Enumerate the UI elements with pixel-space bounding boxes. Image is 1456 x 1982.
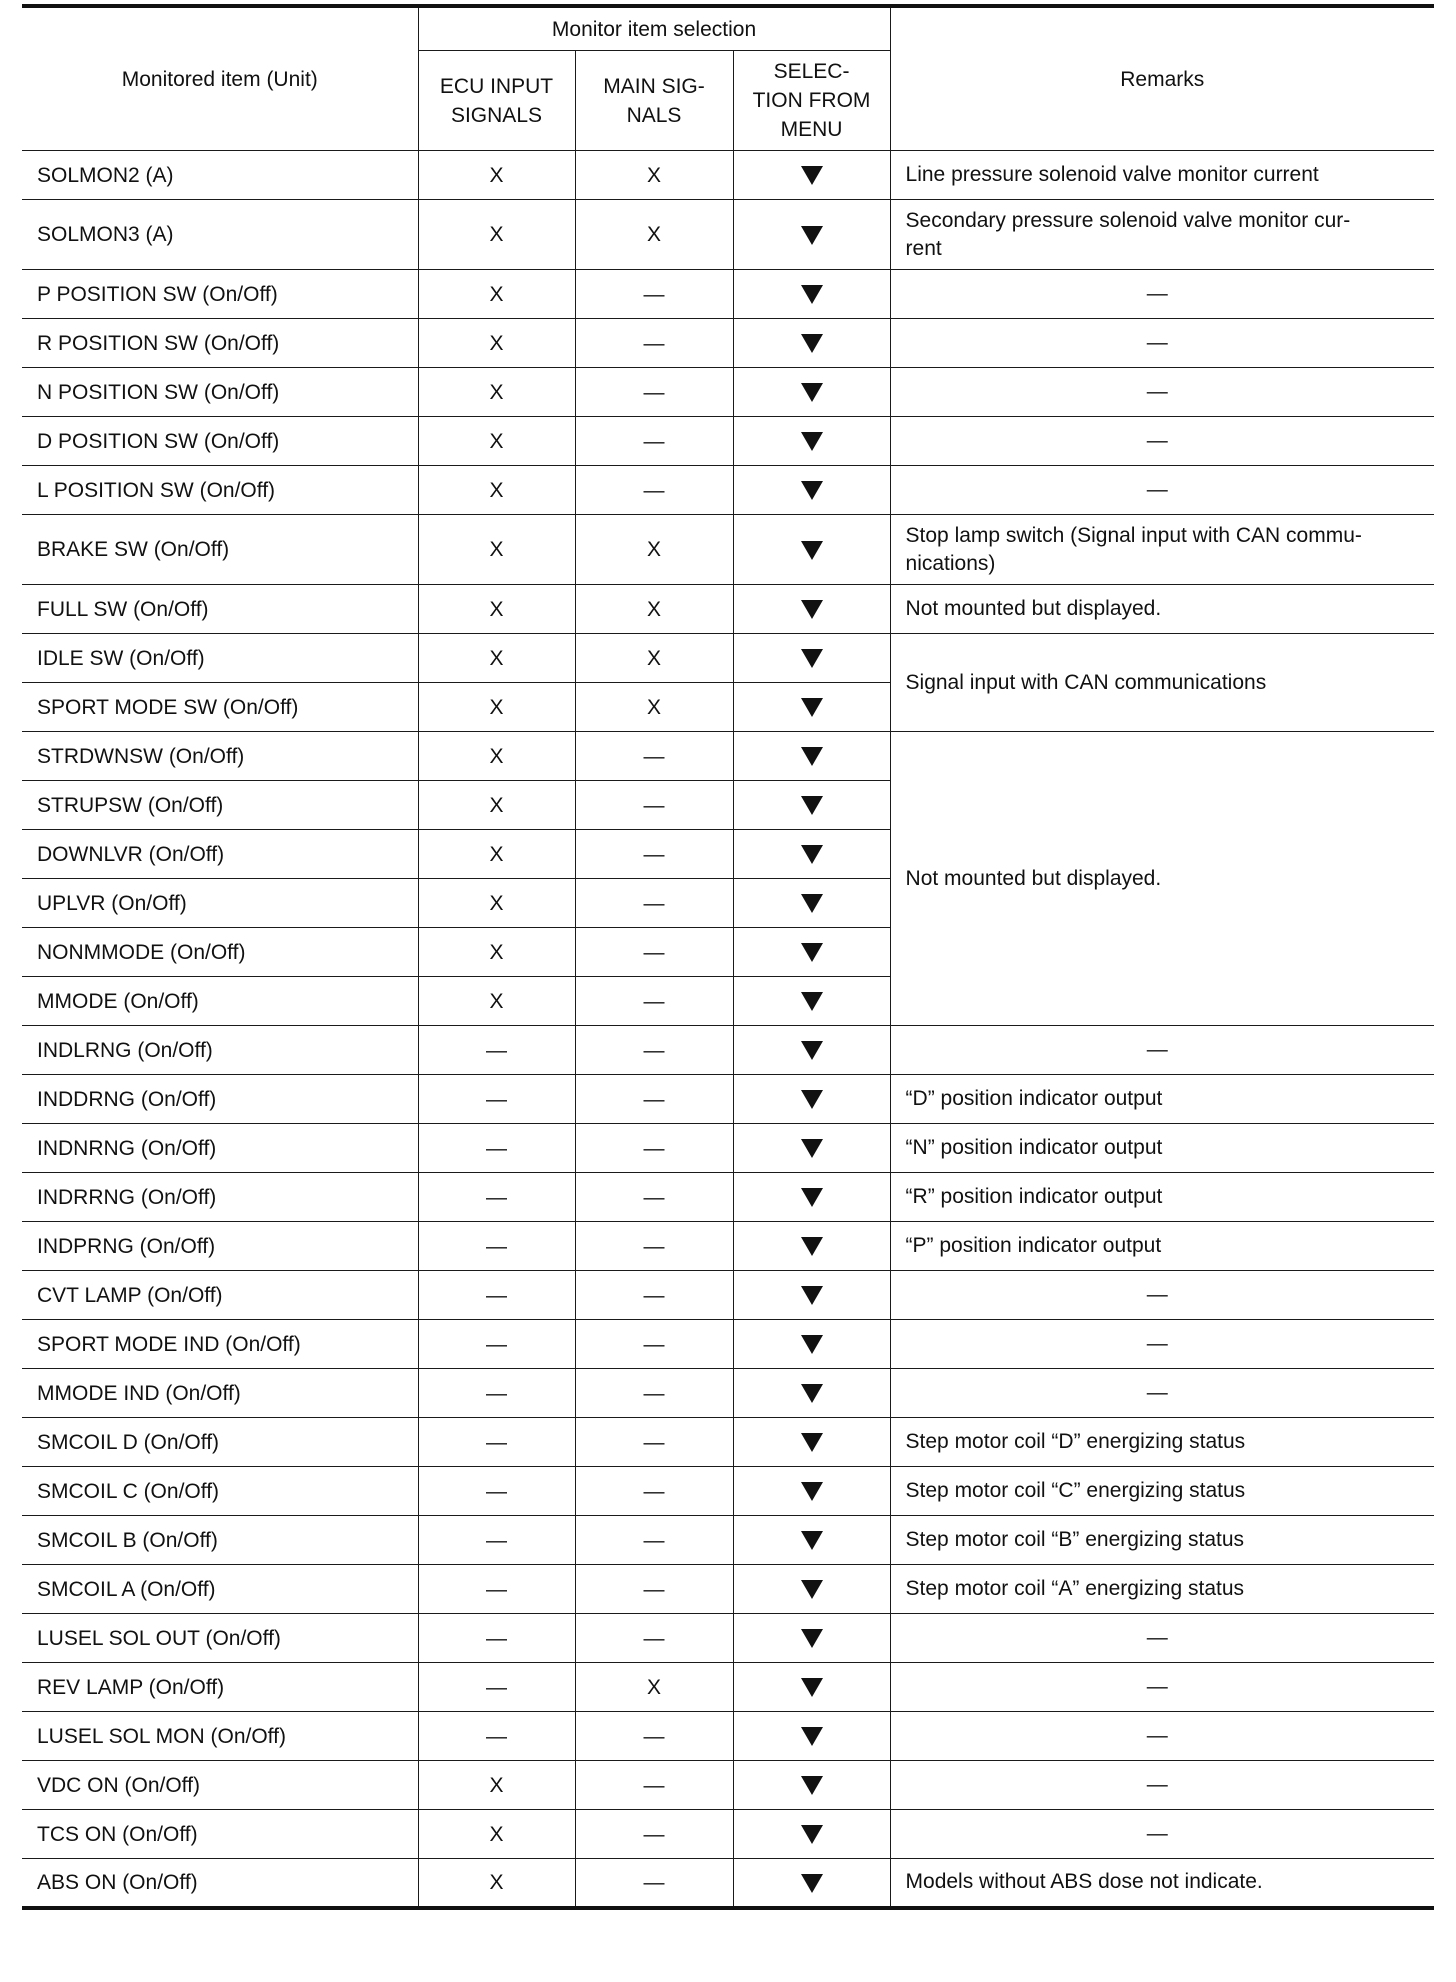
ecu-input-signals-cell: X (418, 200, 575, 270)
main-signals-cell: — (575, 977, 733, 1026)
header-remarks: Remarks (890, 6, 1434, 151)
selection-from-menu-cell (733, 1222, 890, 1271)
down-triangle-icon (801, 649, 823, 668)
monitored-item-cell: UPLVR (On/Off) (22, 879, 418, 928)
table-row (22, 1565, 1434, 1614)
main-signals-cell: X (575, 200, 733, 270)
monitored-item-cell: SPORT MODE SW (On/Off) (22, 683, 418, 732)
monitored-item-cell: IDLE SW (On/Off) (22, 634, 418, 683)
main-signals-cell: — (575, 1173, 733, 1222)
remarks-cell: — (890, 270, 1434, 319)
monitored-item-cell: STRDWNSW (On/Off) (22, 732, 418, 781)
monitored-item-cell: SMCOIL A (On/Off) (22, 1565, 418, 1614)
monitored-item-cell: SMCOIL D (On/Off) (22, 1418, 418, 1467)
monitored-item-cell: SPORT MODE IND (On/Off) (22, 1320, 418, 1369)
selection-from-menu-cell (733, 1173, 890, 1222)
selection-from-menu-cell (733, 585, 890, 634)
table-row (22, 1222, 1434, 1271)
monitored-item-cell: LUSEL SOL OUT (On/Off) (22, 1614, 418, 1663)
main-signals-cell: — (575, 830, 733, 879)
remarks-cell: — (890, 368, 1434, 417)
remarks-cell: — (890, 1369, 1434, 1418)
table-row (22, 1614, 1434, 1663)
ecu-input-signals-cell: X (418, 585, 575, 634)
remarks-cell: Secondary pressure solenoid valve monitor cur- rent (890, 200, 1434, 270)
main-signals-cell: — (575, 1614, 733, 1663)
down-triangle-icon (801, 1139, 823, 1158)
down-triangle-icon (801, 481, 823, 500)
monitored-item-cell: DOWNLVR (On/Off) (22, 830, 418, 879)
monitored-item-cell: INDPRNG (On/Off) (22, 1222, 418, 1271)
down-triangle-icon (801, 1335, 823, 1354)
table-row (22, 1516, 1434, 1565)
main-signals-cell: — (575, 732, 733, 781)
monitored-item-cell: REV LAMP (On/Off) (22, 1663, 418, 1712)
main-signals-cell: — (575, 1859, 733, 1908)
selection-from-menu-cell (733, 1124, 890, 1173)
remarks-cell: “N” position indicator output (890, 1124, 1434, 1173)
monitor-item-document (22, 4, 1434, 1910)
table-row (22, 270, 1434, 319)
monitored-item-cell: VDC ON (On/Off) (22, 1761, 418, 1810)
main-signals-cell: — (575, 781, 733, 830)
table-row (22, 319, 1434, 368)
table-row (22, 1369, 1434, 1418)
ecu-input-signals-cell: X (418, 683, 575, 732)
selection-from-menu-cell (733, 879, 890, 928)
table-row (22, 1075, 1434, 1124)
down-triangle-icon (801, 1090, 823, 1109)
ecu-input-signals-cell: — (418, 1565, 575, 1614)
selection-from-menu-cell (733, 683, 890, 732)
main-signals-cell: — (575, 1222, 733, 1271)
main-signals-cell: X (575, 1663, 733, 1712)
remarks-cell: — (890, 466, 1434, 515)
main-signals-cell: X (575, 151, 733, 200)
down-triangle-icon (801, 432, 823, 451)
down-triangle-icon (801, 1678, 823, 1697)
remarks-cell: — (890, 1810, 1434, 1859)
down-triangle-icon (801, 1580, 823, 1599)
monitored-item-cell: N POSITION SW (On/Off) (22, 368, 418, 417)
ecu-input-signals-cell: — (418, 1467, 575, 1516)
remarks-cell: — (890, 1271, 1434, 1320)
main-signals-cell: — (575, 1516, 733, 1565)
down-triangle-icon (801, 1776, 823, 1795)
down-triangle-icon (801, 1433, 823, 1452)
down-triangle-icon (801, 166, 823, 185)
selection-from-menu-cell (733, 1810, 890, 1859)
down-triangle-icon (801, 1825, 823, 1844)
remarks-cell: Models without ABS dose not indicate. (890, 1859, 1434, 1908)
down-triangle-icon (801, 334, 823, 353)
main-signals-cell: X (575, 683, 733, 732)
selection-from-menu-cell (733, 830, 890, 879)
monitored-item-cell: ABS ON (On/Off) (22, 1859, 418, 1908)
table-row (22, 1173, 1434, 1222)
ecu-input-signals-cell: — (418, 1026, 575, 1075)
main-signals-cell: — (575, 1271, 733, 1320)
main-signals-cell: X (575, 585, 733, 634)
ecu-input-signals-cell: X (418, 319, 575, 368)
monitored-item-cell: LUSEL SOL MON (On/Off) (22, 1712, 418, 1761)
selection-from-menu-cell (733, 1859, 890, 1908)
table-row (22, 732, 1434, 781)
main-signals-cell: X (575, 634, 733, 683)
down-triangle-icon (801, 1482, 823, 1501)
main-signals-cell: — (575, 319, 733, 368)
remarks-cell: — (890, 1320, 1434, 1369)
selection-from-menu-cell (733, 1026, 890, 1075)
down-triangle-icon (801, 943, 823, 962)
monitored-item-cell: R POSITION SW (On/Off) (22, 319, 418, 368)
main-signals-cell: — (575, 1369, 733, 1418)
selection-from-menu-cell (733, 151, 890, 200)
table-row (22, 1271, 1434, 1320)
monitored-item-cell: BRAKE SW (On/Off) (22, 515, 418, 585)
ecu-input-signals-cell: — (418, 1075, 575, 1124)
monitored-item-cell: SOLMON3 (A) (22, 200, 418, 270)
monitored-item-cell: FULL SW (On/Off) (22, 585, 418, 634)
ecu-input-signals-cell: X (418, 781, 575, 830)
header-monitor-item-selection: Monitor item selection (418, 6, 890, 51)
remarks-cell: — (890, 1614, 1434, 1663)
table-row (22, 200, 1434, 270)
ecu-input-signals-cell: — (418, 1222, 575, 1271)
selection-from-menu-cell (733, 1761, 890, 1810)
header-selection-from-menu: SELEC- TION FROM MENU (733, 51, 890, 151)
down-triangle-icon (801, 226, 823, 245)
main-signals-cell: — (575, 1320, 733, 1369)
table-row (22, 515, 1434, 585)
remarks-cell: — (890, 417, 1434, 466)
monitored-item-cell: MMODE (On/Off) (22, 977, 418, 1026)
main-signals-cell: X (575, 515, 733, 585)
down-triangle-icon (801, 894, 823, 913)
table-row (22, 1810, 1434, 1859)
ecu-input-signals-cell: X (418, 1810, 575, 1859)
ecu-input-signals-cell: — (418, 1418, 575, 1467)
ecu-input-signals-cell: X (418, 634, 575, 683)
ecu-input-signals-cell: X (418, 1859, 575, 1908)
selection-from-menu-cell (733, 1075, 890, 1124)
selection-from-menu-cell (733, 1614, 890, 1663)
main-signals-cell: — (575, 368, 733, 417)
selection-from-menu-cell (733, 1418, 890, 1467)
down-triangle-icon (801, 992, 823, 1011)
down-triangle-icon (801, 845, 823, 864)
selection-from-menu-cell (733, 977, 890, 1026)
table-row (22, 1859, 1434, 1908)
monitored-item-cell: SMCOIL B (On/Off) (22, 1516, 418, 1565)
table-row (22, 1467, 1434, 1516)
table-header (22, 6, 1434, 151)
remarks-cell: Line pressure solenoid valve monitor current (890, 151, 1434, 200)
header-ecu-input-signals: ECU INPUT SIGNALS (418, 51, 575, 151)
remarks-cell: Step motor coil “B” energizing status (890, 1516, 1434, 1565)
remarks-cell: Not mounted but displayed. (890, 585, 1434, 634)
down-triangle-icon (801, 1188, 823, 1207)
selection-from-menu-cell (733, 732, 890, 781)
remarks-cell: — (890, 1663, 1434, 1712)
monitored-item-cell: TCS ON (On/Off) (22, 1810, 418, 1859)
selection-from-menu-cell (733, 368, 890, 417)
remarks-cell: “P” position indicator output (890, 1222, 1434, 1271)
table-row (22, 1124, 1434, 1173)
remarks-cell: — (890, 1026, 1434, 1075)
ecu-input-signals-cell: X (418, 830, 575, 879)
monitored-item-cell: NONMMODE (On/Off) (22, 928, 418, 977)
ecu-input-signals-cell: X (418, 879, 575, 928)
remarks-cell: — (890, 1712, 1434, 1761)
main-signals-cell: — (575, 928, 733, 977)
remarks-cell: “D” position indicator output (890, 1075, 1434, 1124)
down-triangle-icon (801, 1286, 823, 1305)
selection-from-menu-cell (733, 1516, 890, 1565)
table-row (22, 634, 1434, 683)
ecu-input-signals-cell: — (418, 1614, 575, 1663)
table-body (22, 151, 1434, 1908)
selection-from-menu-cell (733, 515, 890, 585)
down-triangle-icon (801, 1727, 823, 1746)
main-signals-cell: — (575, 879, 733, 928)
monitored-item-cell: D POSITION SW (On/Off) (22, 417, 418, 466)
remarks-cell: — (890, 319, 1434, 368)
ecu-input-signals-cell: X (418, 417, 575, 466)
table-row (22, 1418, 1434, 1467)
monitored-item-cell: INDNRNG (On/Off) (22, 1124, 418, 1173)
ecu-input-signals-cell: X (418, 466, 575, 515)
remarks-cell: Step motor coil “A” energizing status (890, 1565, 1434, 1614)
down-triangle-icon (801, 1531, 823, 1550)
selection-from-menu-cell (733, 200, 890, 270)
monitored-item-cell: P POSITION SW (On/Off) (22, 270, 418, 319)
main-signals-cell: — (575, 466, 733, 515)
down-triangle-icon (801, 1874, 823, 1893)
ecu-input-signals-cell: X (418, 368, 575, 417)
ecu-input-signals-cell: — (418, 1516, 575, 1565)
ecu-input-signals-cell: — (418, 1173, 575, 1222)
main-signals-cell: — (575, 1712, 733, 1761)
monitored-item-cell: INDLRNG (On/Off) (22, 1026, 418, 1075)
ecu-input-signals-cell: X (418, 151, 575, 200)
selection-from-menu-cell (733, 634, 890, 683)
main-signals-cell: — (575, 417, 733, 466)
ecu-input-signals-cell: X (418, 1761, 575, 1810)
main-signals-cell: — (575, 1810, 733, 1859)
table-row (22, 151, 1434, 200)
remarks-cell: Signal input with CAN communications (890, 634, 1434, 732)
selection-from-menu-cell (733, 1663, 890, 1712)
main-signals-cell: — (575, 1124, 733, 1173)
selection-from-menu-cell (733, 1712, 890, 1761)
monitor-item-table (22, 4, 1434, 1910)
remarks-cell: Step motor coil “C” energizing status (890, 1467, 1434, 1516)
selection-from-menu-cell (733, 928, 890, 977)
main-signals-cell: — (575, 1026, 733, 1075)
ecu-input-signals-cell: — (418, 1712, 575, 1761)
down-triangle-icon (801, 796, 823, 815)
down-triangle-icon (801, 285, 823, 304)
main-signals-cell: — (575, 270, 733, 319)
monitored-item-cell: CVT LAMP (On/Off) (22, 1271, 418, 1320)
selection-from-menu-cell (733, 1271, 890, 1320)
down-triangle-icon (801, 698, 823, 717)
main-signals-cell: — (575, 1075, 733, 1124)
selection-from-menu-cell (733, 1320, 890, 1369)
selection-from-menu-cell (733, 1369, 890, 1418)
monitored-item-cell: INDDRNG (On/Off) (22, 1075, 418, 1124)
table-row (22, 1663, 1434, 1712)
table-row (22, 1761, 1434, 1810)
ecu-input-signals-cell: X (418, 515, 575, 585)
remarks-cell: Stop lamp switch (Signal input with CAN commu- nications) (890, 515, 1434, 585)
main-signals-cell: — (575, 1761, 733, 1810)
ecu-input-signals-cell: — (418, 1271, 575, 1320)
main-signals-cell: — (575, 1467, 733, 1516)
table-row (22, 1320, 1434, 1369)
ecu-input-signals-cell: — (418, 1320, 575, 1369)
monitored-item-cell: SMCOIL C (On/Off) (22, 1467, 418, 1516)
header-main-signals: MAIN SIG- NALS (575, 51, 733, 151)
down-triangle-icon (801, 600, 823, 619)
down-triangle-icon (801, 1629, 823, 1648)
ecu-input-signals-cell: X (418, 977, 575, 1026)
ecu-input-signals-cell: — (418, 1663, 575, 1712)
remarks-cell: Not mounted but displayed. (890, 732, 1434, 1026)
table-row (22, 1026, 1434, 1075)
ecu-input-signals-cell: X (418, 732, 575, 781)
header-monitored-item: Monitored item (Unit) (22, 6, 418, 151)
ecu-input-signals-cell: — (418, 1369, 575, 1418)
main-signals-cell: — (575, 1418, 733, 1467)
selection-from-menu-cell (733, 466, 890, 515)
down-triangle-icon (801, 1237, 823, 1256)
down-triangle-icon (801, 1384, 823, 1403)
table-row (22, 417, 1434, 466)
down-triangle-icon (801, 541, 823, 560)
down-triangle-icon (801, 383, 823, 402)
selection-from-menu-cell (733, 417, 890, 466)
monitored-item-cell: STRUPSW (On/Off) (22, 781, 418, 830)
remarks-cell: Step motor coil “D” energizing status (890, 1418, 1434, 1467)
table-row (22, 368, 1434, 417)
table-row (22, 585, 1434, 634)
monitored-item-cell: INDRRNG (On/Off) (22, 1173, 418, 1222)
monitored-item-cell: L POSITION SW (On/Off) (22, 466, 418, 515)
table-row (22, 1712, 1434, 1761)
monitored-item-cell: SOLMON2 (A) (22, 151, 418, 200)
monitored-item-cell: MMODE IND (On/Off) (22, 1369, 418, 1418)
ecu-input-signals-cell: X (418, 928, 575, 977)
remarks-cell: “R” position indicator output (890, 1173, 1434, 1222)
down-triangle-icon (801, 1041, 823, 1060)
table-row (22, 466, 1434, 515)
main-signals-cell: — (575, 1565, 733, 1614)
ecu-input-signals-cell: X (418, 270, 575, 319)
selection-from-menu-cell (733, 319, 890, 368)
selection-from-menu-cell (733, 270, 890, 319)
selection-from-menu-cell (733, 1565, 890, 1614)
ecu-input-signals-cell: — (418, 1124, 575, 1173)
selection-from-menu-cell (733, 781, 890, 830)
down-triangle-icon (801, 747, 823, 766)
selection-from-menu-cell (733, 1467, 890, 1516)
remarks-cell: — (890, 1761, 1434, 1810)
